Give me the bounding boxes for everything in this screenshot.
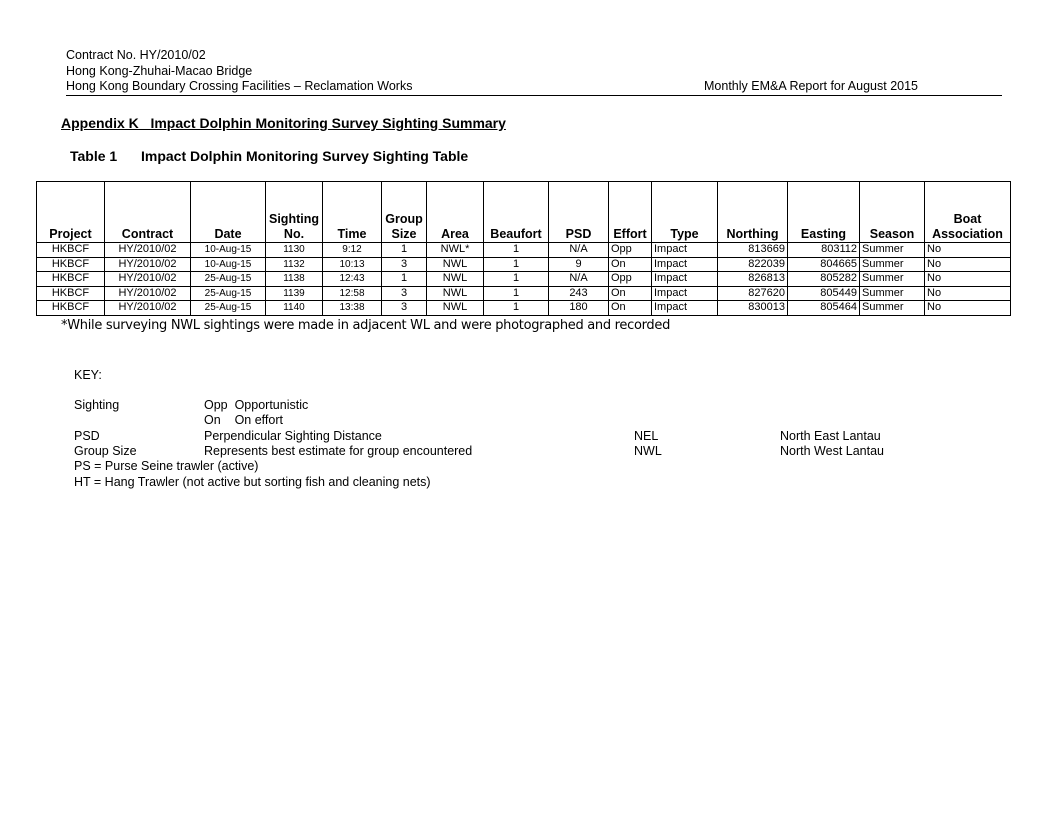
cell-group-size: 1	[382, 243, 427, 258]
cell-contract: HY/2010/02	[105, 301, 191, 316]
cell-area: NWL	[427, 286, 484, 301]
col-header: Contract	[105, 182, 191, 243]
cell-effort: On	[609, 286, 652, 301]
col-header: Effort	[609, 182, 652, 243]
cell-contract: HY/2010/02	[105, 272, 191, 287]
table-title: Impact Dolphin Monitoring Survey Sighting Table	[141, 148, 469, 164]
key-title: KEY:	[74, 368, 102, 382]
header-left	[66, 48, 412, 95]
cell-sighting-no: 1138	[266, 272, 323, 287]
key-nwl-abbr: NWL	[634, 444, 662, 458]
key-opp: Opp Opportunistic	[204, 398, 309, 412]
cell-northing: 827620	[718, 286, 788, 301]
col-header: Area	[427, 182, 484, 243]
cell-project: HKBCF	[37, 286, 105, 301]
key-psd-desc: Perpendicular Sighting Distance	[204, 429, 382, 443]
cell-area: NWL	[427, 272, 484, 287]
col-header	[382, 182, 427, 243]
cell-date: 25-Aug-15	[191, 301, 266, 316]
cell-effort: Opp	[609, 243, 652, 258]
cell-time: 12:43	[323, 272, 382, 287]
table-row	[37, 286, 1011, 301]
col-header: Project	[37, 182, 105, 243]
cell-northing: 830013	[718, 301, 788, 316]
cell-project: HKBCF	[37, 301, 105, 316]
cell-project: HKBCF	[37, 257, 105, 272]
cell-northing: 826813	[718, 272, 788, 287]
cell-psd: N/A	[549, 272, 609, 287]
cell-effort: On	[609, 257, 652, 272]
cell-psd: 180	[549, 301, 609, 316]
table-row	[37, 272, 1011, 287]
col-header: Easting	[788, 182, 860, 243]
cell-area: NWL	[427, 257, 484, 272]
cell-project: HKBCF	[37, 243, 105, 258]
key-group-desc: Represents best estimate for group encountered	[204, 444, 473, 458]
cell-boat-association: No	[925, 301, 1011, 316]
key-psd-label: PSD	[74, 429, 100, 443]
contract-number: Contract No. HY/2010/02	[66, 48, 206, 62]
cell-season: Summer	[860, 286, 925, 301]
key-ps: PS = Purse Seine trawler (active)	[74, 459, 259, 473]
cell-sighting-no: 1139	[266, 286, 323, 301]
cell-psd: N/A	[549, 243, 609, 258]
cell-northing: 822039	[718, 257, 788, 272]
table-heading	[70, 148, 468, 164]
works-name: Hong Kong Boundary Crossing Facilities – Reclamation Works	[66, 79, 413, 93]
cell-time: 13:38	[323, 301, 382, 316]
cell-easting: 805464	[788, 301, 860, 316]
key-ht: HT = Hang Trawler (not active but sorting fish and cleaning nets)	[74, 475, 431, 489]
cell-easting: 803112	[788, 243, 860, 258]
table-row	[37, 243, 1011, 258]
cell-season: Summer	[860, 272, 925, 287]
cell-type: Impact	[652, 272, 718, 287]
col-header	[925, 182, 1011, 243]
cell-beaufort: 1	[484, 286, 549, 301]
cell-effort: Opp	[609, 272, 652, 287]
cell-date: 25-Aug-15	[191, 286, 266, 301]
cell-beaufort: 1	[484, 243, 549, 258]
col-header-text: Boat Association	[932, 212, 1003, 241]
cell-time: 12:58	[323, 286, 382, 301]
col-header: Northing	[718, 182, 788, 243]
cell-beaufort: 1	[484, 301, 549, 316]
table-row	[37, 301, 1011, 316]
col-header: Beaufort	[484, 182, 549, 243]
cell-easting: 805282	[788, 272, 860, 287]
cell-time: 9:12	[323, 243, 382, 258]
cell-date: 10-Aug-15	[191, 243, 266, 258]
col-header: Time	[323, 182, 382, 243]
cell-psd: 9	[549, 257, 609, 272]
cell-easting: 805449	[788, 286, 860, 301]
appendix-title: Appendix K Impact Dolphin Monitoring Survey Sighting Summary	[61, 115, 506, 131]
cell-project: HKBCF	[37, 272, 105, 287]
col-header-text: Sighting No.	[269, 212, 319, 241]
sighting-table	[36, 181, 1011, 316]
cell-beaufort: 1	[484, 272, 549, 287]
cell-effort: On	[609, 301, 652, 316]
cell-contract: HY/2010/02	[105, 243, 191, 258]
col-header: Type	[652, 182, 718, 243]
key-nwl-desc: North West Lantau	[780, 444, 884, 458]
table-row	[37, 257, 1011, 272]
table-number: Table 1	[70, 148, 118, 164]
col-header-text: Group Size	[385, 212, 423, 241]
col-header: PSD	[549, 182, 609, 243]
cell-northing: 813669	[718, 243, 788, 258]
col-header: Date	[191, 182, 266, 243]
cell-type: Impact	[652, 286, 718, 301]
cell-group-size: 3	[382, 286, 427, 301]
cell-boat-association: No	[925, 286, 1011, 301]
key-nel-abbr: NEL	[634, 429, 659, 443]
report-title: Monthly EM&A Report for August 2015	[704, 79, 919, 93]
cell-time: 10:13	[323, 257, 382, 272]
cell-easting: 804665	[788, 257, 860, 272]
cell-date: 25-Aug-15	[191, 272, 266, 287]
key-nel-desc: North East Lantau	[780, 429, 881, 443]
col-header: Season	[860, 182, 925, 243]
key-on: On On effort	[204, 413, 283, 427]
cell-boat-association: No	[925, 272, 1011, 287]
cell-group-size: 3	[382, 257, 427, 272]
cell-date: 10-Aug-15	[191, 257, 266, 272]
col-header	[266, 182, 323, 243]
project-name: Hong Kong-Zhuhai-Macao Bridge	[66, 63, 253, 78]
cell-type: Impact	[652, 257, 718, 272]
table-footnote: *While surveying NWL sightings were made in adjacent WL and were photographed and recorded	[61, 318, 671, 333]
cell-boat-association: No	[925, 243, 1011, 258]
cell-season: Summer	[860, 243, 925, 258]
cell-season: Summer	[860, 257, 925, 272]
cell-type: Impact	[652, 301, 718, 316]
cell-contract: HY/2010/02	[105, 257, 191, 272]
cell-beaufort: 1	[484, 257, 549, 272]
cell-sighting-no: 1132	[266, 257, 323, 272]
cell-sighting-no: 1130	[266, 243, 323, 258]
cell-group-size: 3	[382, 301, 427, 316]
cell-group-size: 1	[382, 272, 427, 287]
cell-sighting-no: 1140	[266, 301, 323, 316]
cell-area: NWL*	[427, 243, 484, 258]
cell-season: Summer	[860, 301, 925, 316]
cell-area: NWL	[427, 301, 484, 316]
cell-contract: HY/2010/02	[105, 286, 191, 301]
cell-type: Impact	[652, 243, 718, 258]
cell-psd: 243	[549, 286, 609, 301]
header-divider	[66, 95, 1002, 96]
key-group-label: Group Size	[74, 444, 137, 458]
table-header-row	[37, 182, 1011, 243]
cell-boat-association: No	[925, 257, 1011, 272]
key-sighting-label: Sighting	[74, 398, 120, 412]
